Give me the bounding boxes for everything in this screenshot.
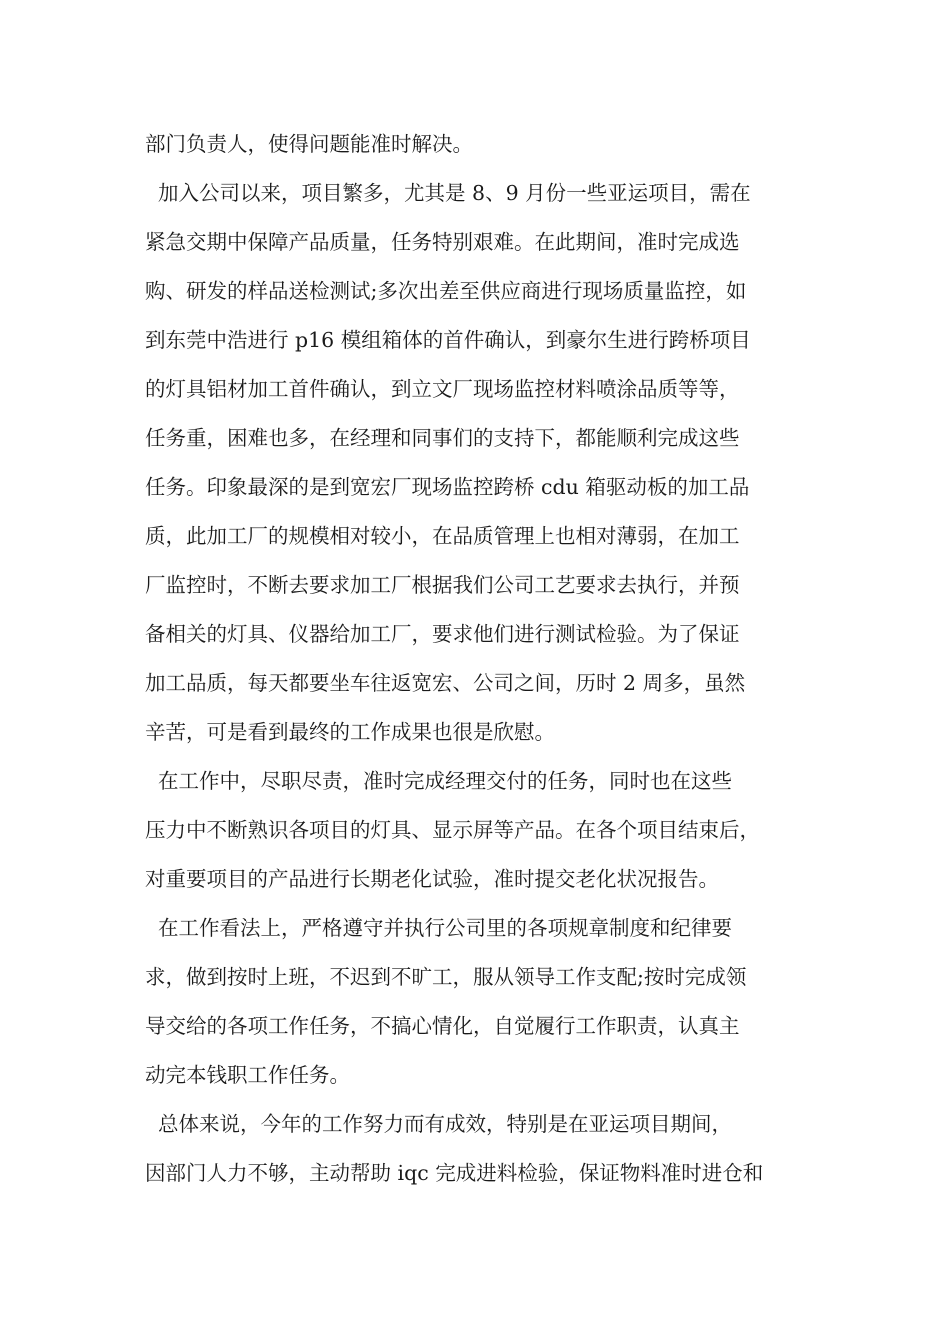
text-line: 部门负责人，使得问题能准时解决。 (145, 132, 473, 156)
text-line: 总体来说，今年的工作努力而有成效，特别是在亚运项目期间， (145, 1112, 733, 1136)
text-line: 因部门人力不够，主动帮助 iqc 完成进料检验，保证物料准时进仓和 (145, 1161, 764, 1185)
text-line: 紧急交期中保障产品质量，任务特别艰难。在此期间，准时完成选 (145, 230, 740, 254)
text-line: 加工品质，每天都要坐车往返宽宏、公司之间，历时 2 周多，虽然 (145, 671, 746, 695)
text-line: 备相关的灯具、仪器给加工厂，要求他们进行测试检验。为了保证 (145, 622, 740, 646)
text-line: 到东莞中浩进行 p16 模组箱体的首件确认，到豪尔生进行跨桥项目 (145, 328, 751, 352)
text-line: 压力中不断熟识各项目的灯具、显示屏等产品。在各个项目结束后， (145, 818, 760, 842)
text-line: 质，此加工厂的规模相对较小，在品质管理上也相对薄弱，在加工 (145, 524, 740, 548)
text-line: 在工作看法上，严格遵守并执行公司里的各项规章制度和纪律要 (145, 916, 733, 940)
text-line: 对重要项目的产品进行长期老化试验，准时提交老化状况报告。 (145, 867, 719, 891)
text-line: 任务重，困难也多，在经理和同事们的支持下，都能顺利完成这些 (145, 426, 740, 450)
text-line: 的灯具铝材加工首件确认，到立文厂现场监控材料喷涂品质等等， (145, 377, 740, 401)
text-line: 求，做到按时上班，不迟到不旷工，服从领导工作支配;按时完成领 (145, 965, 747, 989)
text-line: 导交给的各项工作任务，不搞心情化，自觉履行工作职责，认真主 (145, 1014, 740, 1038)
text-line: 购、研发的样品送检测试;多次出差至供应商进行现场质量监控，如 (145, 279, 747, 303)
text-line: 任务。印象最深的是到宽宏厂现场监控跨桥 cdu 箱驱动板的加工品 (145, 475, 750, 499)
text-line: 在工作中，尽职尽责，准时完成经理交付的任务，同时也在这些 (145, 769, 733, 793)
text-line: 动完本钱职工作任务。 (145, 1063, 350, 1087)
text-line: 辛苦，可是看到最终的工作成果也很是欣慰。 (145, 720, 555, 744)
text-line: 加入公司以来，项目繁多，尤其是 8、9 月份一些亚运项目，需在 (145, 181, 751, 205)
text-line: 厂监控时，不断去要求加工厂根据我们公司工艺要求去执行，并预 (145, 573, 740, 597)
